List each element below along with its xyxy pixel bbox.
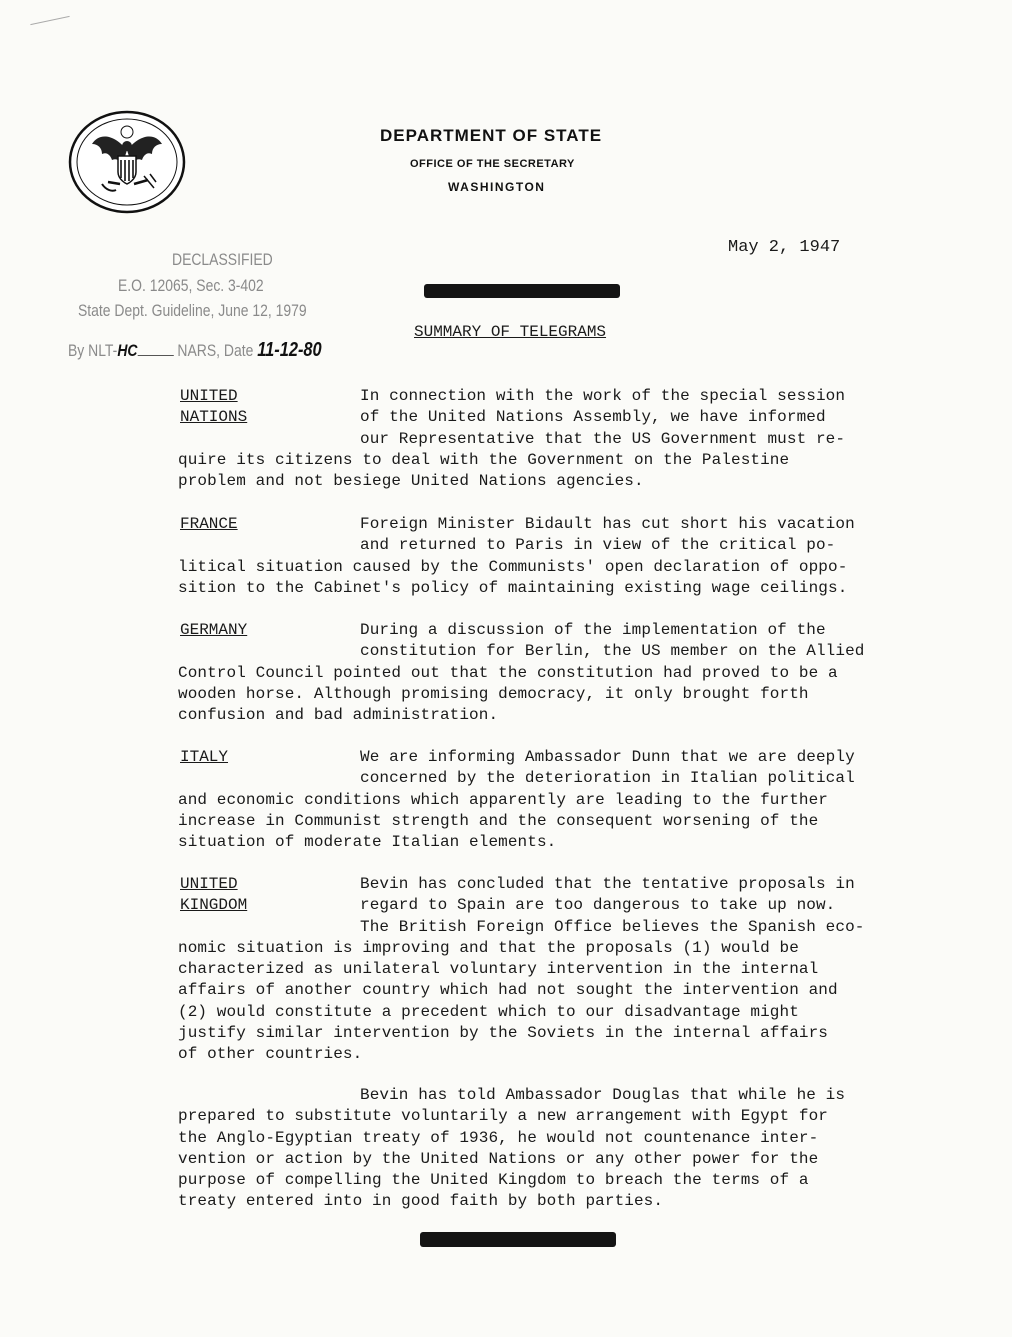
letterhead-department: DEPARTMENT OF STATE	[380, 126, 603, 145]
redaction-bar-top	[424, 284, 620, 298]
section-label-united-nations: UNITED NATIONS	[180, 387, 248, 426]
declassified-by-prefix: By NLT-	[68, 341, 118, 360]
document-date: May 2, 1947	[728, 238, 841, 257]
declassified-authority: E.O. 12065, Sec. 3-402	[118, 276, 264, 295]
section-label-germany: GERMANY	[180, 621, 248, 639]
department-seal-icon	[68, 110, 186, 214]
declassified-agency: NARS, Date	[177, 341, 254, 360]
section-text-united-nations: In connection with the work of the special session of the United Nations Assembly, we have informed our Representative that the US Government must re- quire its citizens to deal with the Government on the Palestine problem and not besiege United Nations agencies.	[178, 387, 846, 491]
declassified-initials: HC	[117, 341, 138, 360]
summary-heading: SUMMARY OF TELEGRAMS	[414, 323, 607, 341]
declassified-date: 11-12-80	[257, 339, 322, 361]
redaction-bar-bottom	[420, 1232, 616, 1247]
margin-scratch	[30, 16, 69, 25]
section-text-france: Foreign Minister Bidault has cut short his vacation and returned to Paris in view of the critical po- litical situation caused by the Communists' open declaration of oppo- sition to the Cabinet's policy of maintaining existing wage ceilings.	[178, 515, 855, 597]
section-text-uk-egypt: Bevin has told Ambassador Douglas that while he is prepared to substitute voluntarily a new arrangement with Egypt for the Anglo-Egyptian treaty of 1936, he would not countenance inter- vention or action by the United Nations or any other power for the purpose of compelling the United Kingdom to breach the terms of a treaty entered into in good faith by both parties.	[178, 1086, 846, 1211]
letterhead-office: OFFICE OF THE SECRETARY	[410, 158, 575, 170]
section-text-germany: During a discussion of the implementation of the constitution for Berlin, the US member on the Allied Control Council pointed out that the constitution had proved to be a wooden horse. Although promising democracy, it only brought forth confusion and bad administration.	[178, 621, 865, 725]
declassified-guideline: State Dept. Guideline, June 12, 1979	[78, 301, 307, 320]
declassified-label: DECLASSIFIED	[172, 250, 273, 269]
section-label-united-kingdom: UNITED KINGDOM	[180, 875, 248, 914]
declassified-by-line	[68, 339, 322, 362]
section-text-italy: We are informing Ambassador Dunn that we are deeply concerned by the deterioration in Italian political and economic conditions which apparently are leading to the further increase in Communist strength and the consequent worsening of the situation of moderate Italian elements.	[178, 748, 855, 852]
section-label-italy: ITALY	[180, 748, 229, 766]
section-text-united-kingdom: Bevin has concluded that the tentative proposals in regard to Spain are too dangerous to take up now. The British Foreign Office believes the Spanish eco- nomic situation is improving and that the proposals (1) would be characterized as unilateral voluntary intervention in the internal affairs of another country which had not sought the intervention and (2) would constitute a precedent which to our disadvantage might justify similar intervention by the Soviets in the internal affairs of other countries.	[178, 875, 865, 1064]
section-label-france: FRANCE	[180, 515, 238, 533]
letterhead-city: WASHINGTON	[448, 180, 546, 194]
